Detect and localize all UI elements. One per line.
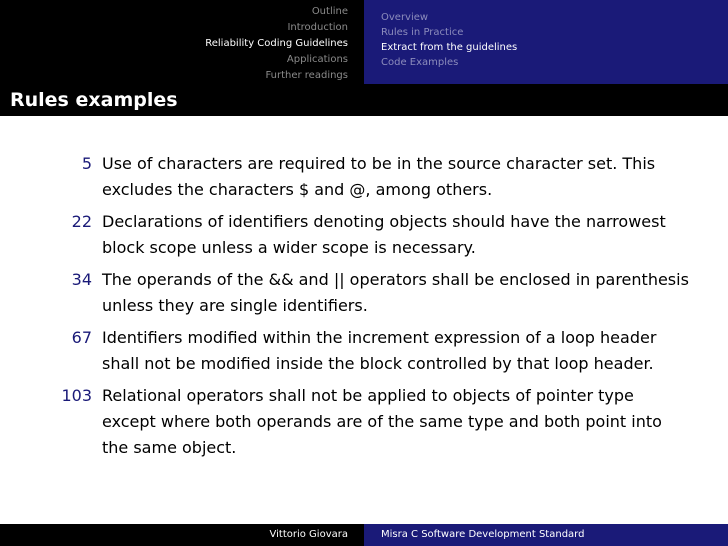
rule-text: Identifiers modified within the increment expression of a loop header shall not be modified inside the block controlled by that loop header.: [102, 328, 657, 373]
rule-number: 5: [81, 154, 92, 173]
rule-item: [0, 151, 728, 203]
rule-item: [0, 209, 728, 261]
section-reliability-coding-guidelines[interactable]: Reliability Coding Guidelines: [205, 38, 348, 49]
rule-text: The operands of the && and || operators shall be enclosed in parenthesis unless they are single identifiers.: [102, 270, 689, 315]
rule-text: Relational operators shall not be applied to objects of pointer type except where both operands are of the same type and both point into the same object.: [102, 386, 662, 457]
subsection-list: [381, 10, 517, 70]
section-further-readings[interactable]: Further readings: [265, 70, 348, 81]
footer-author: Vittorio Giovara: [269, 529, 348, 540]
rule-item: [0, 325, 728, 377]
section-navigation: [0, 0, 364, 84]
rule-number: 34: [71, 270, 92, 289]
rule-number: 67: [71, 328, 92, 347]
rule-number: 22: [71, 212, 92, 231]
rule-number: 103: [61, 386, 92, 405]
subsection-navigation: [364, 0, 728, 84]
subsection-rules-in-practice[interactable]: Rules in Practice: [381, 27, 464, 38]
subsection-overview[interactable]: Overview: [381, 12, 429, 23]
section-outline[interactable]: Outline: [311, 6, 348, 17]
rule-item: [0, 383, 728, 461]
section-applications[interactable]: Applications: [286, 54, 348, 65]
footer-title: Misra C Software Development Standard: [381, 529, 585, 540]
subsection-extract-from-guidelines[interactable]: Extract from the guidelines: [381, 42, 518, 53]
section-list: [205, 4, 348, 84]
rule-item: [0, 267, 728, 319]
frame-title-bar: [0, 84, 728, 116]
footer-author-box: [0, 524, 364, 546]
rule-text: Use of characters are required to be in the source character set. This excludes the characters $ and @, among others.: [102, 154, 656, 199]
subsection-code-examples[interactable]: Code Examples: [381, 57, 459, 68]
footer-title-box: [364, 524, 728, 546]
frame-title: Rules examples: [10, 89, 178, 111]
header-bar: [0, 0, 728, 84]
footer-bar: [0, 524, 728, 546]
rule-text: Declarations of identifiers denoting objects should have the narrowest block scope unless a wider scope is necessary.: [102, 212, 666, 257]
rules-list: [0, 151, 728, 461]
section-introduction[interactable]: Introduction: [287, 22, 348, 33]
